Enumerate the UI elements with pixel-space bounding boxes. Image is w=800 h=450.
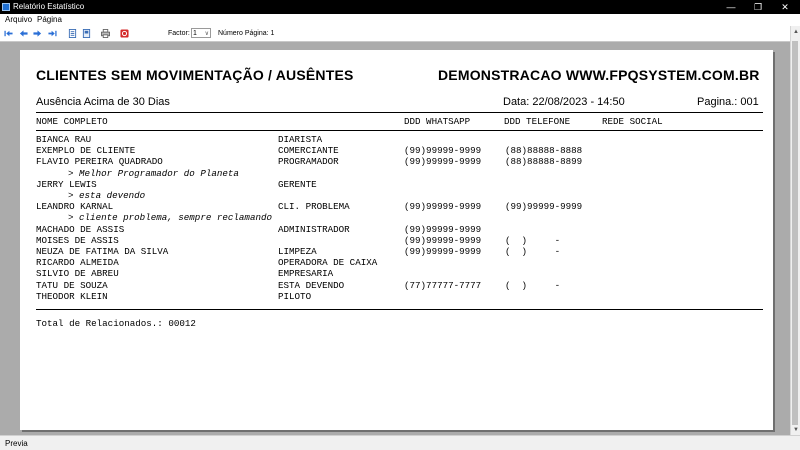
row-name: THEODOR KLEIN (36, 290, 108, 302)
scroll-up-icon[interactable]: ▲ (793, 29, 799, 35)
first-page-icon[interactable] (4, 29, 13, 38)
printer-icon[interactable] (101, 29, 110, 38)
row-name: SILVIO DE ABREU (36, 268, 119, 280)
toolbar (0, 26, 800, 42)
factor-value: 1 (193, 30, 197, 37)
whole-page-icon[interactable] (82, 29, 91, 38)
close-report-icon[interactable] (120, 29, 129, 38)
row-name: JERRY LEWIS (36, 178, 97, 190)
row-whatsapp: (99)99999-9999 (404, 201, 482, 213)
row-phone: (88)88888-8899 (505, 156, 583, 168)
row-name: MACHADO DE ASSIS (36, 223, 125, 235)
last-page-icon[interactable] (48, 29, 57, 38)
vertical-scrollbar[interactable] (790, 26, 800, 435)
row-name: TATU DE SOUZA (36, 279, 108, 291)
row-note: > Melhor Programador do Planeta (68, 167, 239, 179)
menu-bar (0, 14, 800, 26)
app-icon (2, 3, 10, 11)
row-role: DIARISTA (278, 134, 323, 145)
row-whatsapp: (99)99999-9999 (404, 223, 482, 235)
header-top-rule (36, 112, 763, 113)
row-role: PILOTO (278, 290, 312, 302)
row-whatsapp: (99)99999-9999 (404, 246, 482, 257)
title-bar (0, 0, 800, 14)
minimize-button[interactable]: — (726, 2, 736, 12)
menu-pagina[interactable]: Página (37, 15, 62, 24)
row-note: > cliente problema, sempre reclamando (68, 212, 272, 224)
menu-arquivo[interactable]: Arquivo (5, 15, 33, 24)
row-role: OPERADORA DE CAIXA (278, 257, 378, 269)
column-header-whatsapp: DDD WHATSAPP (404, 116, 471, 127)
status-text: Previa (5, 439, 28, 448)
row-whatsapp: (99)99999-9999 (404, 234, 482, 246)
page-number-label: Número Página: 1 (218, 30, 275, 37)
previous-page-icon[interactable] (19, 29, 28, 38)
row-phone: ( ) - (505, 246, 561, 257)
absence-label: Ausência Acima de 30 Dias (36, 96, 170, 108)
date-label: Data: 22/08/2023 - 14:50 (503, 96, 625, 108)
column-header-social: REDE SOCIAL (602, 116, 663, 127)
row-whatsapp: (99)99999-9999 (404, 145, 482, 157)
row-role: PROGRAMADOR (278, 156, 339, 168)
row-name: NEUZA DE FATIMA DA SILVA (36, 246, 169, 257)
column-header-name: NOME COMPLETO (36, 116, 108, 127)
row-whatsapp: (99)99999-9999 (404, 156, 482, 168)
report-title: CLIENTES SEM MOVIMENTAÇÃO / AUSÊNTES (36, 67, 354, 83)
maximize-button[interactable]: ❐ (753, 2, 763, 12)
factor-select[interactable] (191, 28, 211, 38)
row-role: COMERCIANTE (278, 145, 339, 157)
window-title: Relatório Estatístico (13, 2, 85, 11)
row-phone: ( ) - (505, 234, 561, 246)
row-role: GERENTE (278, 178, 317, 190)
preview-area (0, 42, 790, 435)
page-label: Pagina.: 001 (697, 96, 759, 108)
footer-rule (36, 309, 763, 310)
scrollbar-thumb[interactable] (792, 41, 798, 425)
row-name: RICARDO ALMEIDA (36, 257, 119, 269)
row-role: ESTA DEVENDO (278, 279, 345, 291)
chevron-down-icon: ∨ (204, 31, 209, 37)
row-whatsapp: (77)77777-7777 (404, 279, 482, 291)
row-phone: (88)88888-8888 (505, 145, 583, 157)
row-role: LIMPEZA (278, 246, 317, 257)
row-role: CLI. PROBLEMA (278, 201, 350, 213)
factor-label: Factor: (168, 30, 190, 37)
scroll-down-icon[interactable]: ▼ (793, 427, 799, 433)
row-name: EXEMPLO DE CLIENTE (36, 145, 136, 157)
page-width-icon[interactable] (68, 29, 77, 38)
row-note: > esta devendo (68, 190, 146, 201)
row-role: ADMINISTRADOR (278, 223, 350, 235)
report-site: DEMONSTRACAO WWW.FPQSYSTEM.COM.BR (438, 67, 760, 83)
close-window-button[interactable]: ✕ (781, 2, 789, 12)
row-name: MOISES DE ASSIS (36, 234, 119, 246)
row-name: LEANDRO KARNAL (36, 201, 114, 213)
row-role: EMPRESARIA (278, 268, 334, 280)
status-bar (0, 435, 800, 450)
row-name: FLAVIO PEREIRA QUADRADO (36, 156, 163, 168)
row-phone: (99)99999-9999 (505, 201, 583, 213)
report-page (20, 50, 773, 430)
row-name: BIANCA RAU (36, 134, 92, 145)
column-header-phone: DDD TELEFONE (504, 116, 571, 127)
total-label: Total de Relacionados.: 00012 (36, 318, 196, 329)
header-bottom-rule (36, 130, 763, 131)
row-phone: ( ) - (505, 279, 561, 291)
next-page-icon[interactable] (33, 29, 42, 38)
